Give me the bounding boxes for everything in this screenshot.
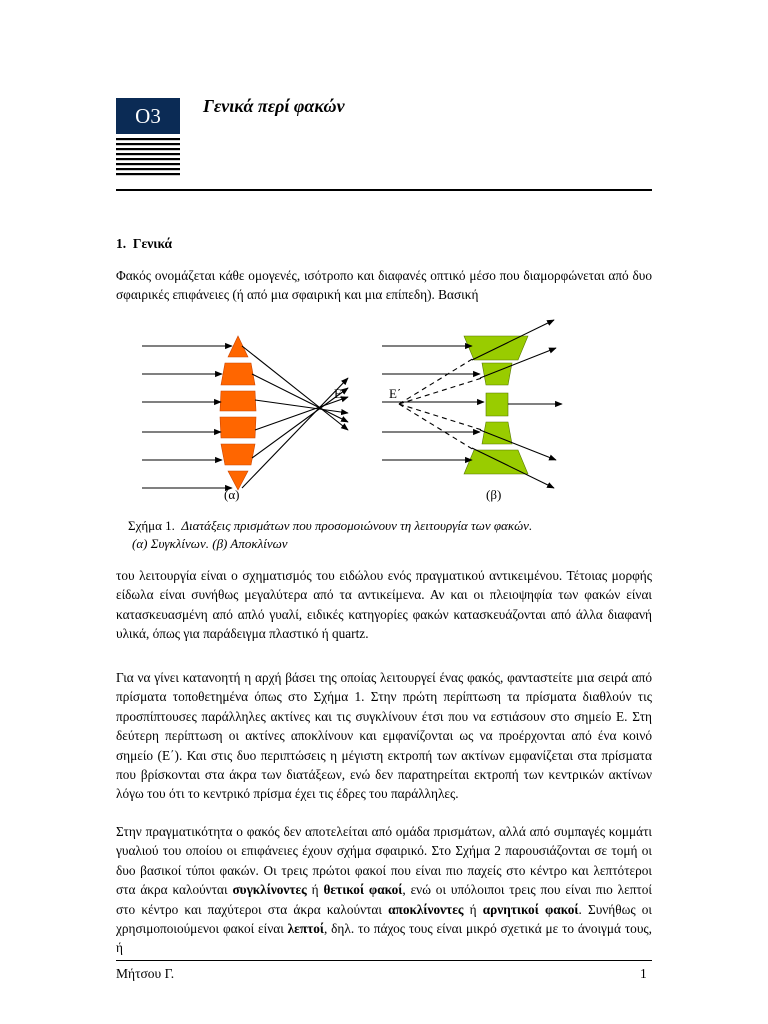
diverging-virtual-rays xyxy=(399,358,482,450)
section-heading xyxy=(116,236,172,252)
paragraph-lens-types xyxy=(116,822,652,958)
figure-caption xyxy=(128,517,648,553)
caption-number: Σχήμα 1. xyxy=(128,518,175,533)
text-run: ή xyxy=(306,882,324,898)
figure-label-a: (α) xyxy=(224,487,240,502)
caption-subtext: (α) Συγκλίνων. (β) Αποκλίνων xyxy=(132,536,288,551)
focus-label-diverging: Ε΄ xyxy=(389,386,402,401)
section-number: 1. xyxy=(116,236,127,251)
term-negative-lenses: αρνητικοί φακοί xyxy=(482,901,579,917)
footer-author: Μήτσου Γ. xyxy=(116,966,175,981)
header-stripes-decoration xyxy=(116,134,180,176)
term-diverging: αποκλίνοντες xyxy=(388,901,464,917)
term-thin: λεπτοί xyxy=(287,921,325,937)
diverging-prism-stack xyxy=(464,336,528,474)
text-run: . Συνήθως οι χρησιμοποιούμενοι φακοί είναι xyxy=(116,901,653,937)
converging-prism-stack xyxy=(220,336,256,490)
text-run: , δηλ. το πάχος τους είναι μικρό σχετικά με το άνοιγμά τους, ή xyxy=(116,921,652,956)
intro-paragraph: Φακός ονομάζεται κάθε ομογενές, ισότροπο και διαφανές οπτικό μέσο που διαμορφώνεται από δυο σφαιρικές επιφάνειες (ή από μια σφαιρική και μια επίπεδη). Βασική xyxy=(116,268,652,303)
figure-lens-prisms xyxy=(116,312,652,512)
chapter-title: Γενικά περί φακών xyxy=(203,96,345,116)
section-title: Γενικά xyxy=(132,236,173,251)
text-run: , ενώ οι υπόλοιποι τρεις που είναι πιο λεπτοί στο κέντρο και παχύτεροι στα άκρα καλούνται xyxy=(116,882,652,917)
footer-divider xyxy=(116,960,652,961)
text-run: Στην πραγματικότητα ο φακός δεν αποτελείται από ομάδα πρισμάτων, αλλά από συμπαγές κομμάτι γυαλιού του οποίου οι επιφάνειες έχουν σχήμα σφαιρικό. Στο Σχήμα 2 παρουσιάζονται σε τομή οι δυο βασικοί τύποι φακών. Οι τρεις πρώτοι φακοί που είναι πιο παχείς στο κέντρο και λεπτότεροι στα άκρα καλούνται xyxy=(116,824,652,898)
figure-label-b: (β) xyxy=(486,487,502,502)
caption-text: Διατάξεις πρισμάτων που προσομοιώνουν τη λειτουργία των φακών. xyxy=(181,518,533,533)
header-divider xyxy=(116,189,652,191)
text-run: ή xyxy=(463,901,483,917)
term-positive-lenses: θετικοί φακοί xyxy=(323,882,403,898)
page-number: 1 xyxy=(640,966,647,981)
paragraph-function: του λειτουργία είναι ο σχηματισμός του ειδώλου ενός πραγματικού αντικειμένου. Τέτοιας μορφής είδωλα είναι συνήθως μεγαλύτερα από τα αντικείμενα. Αν και οι πλειοψηφία των φακών είναι κατασκευασμένη από απλό γυαλί, ειδικές κατηγορίες φακών κατασκευάζονται από άλλα διαφανή υλικά, όπως για παράδειγμα πλαστικό ή quartz. xyxy=(116,568,652,642)
paragraph-prisms: Για να γίνει κατανοητή η αρχή βάσει της οποίας λειτουργεί ένας φακός, φανταστείτε μια σειρά από πρίσματα τοποθετημένα όπως στο Σχήμα 1. Στην πρώτη περίπτωση τα πρίσματα διαθλούν τις προσπίπτουσες παράλληλες ακτίνες και τις συγκλίνουν έτσι που να εστιάσουν στο σημείο Ε. Στη δεύτερη περίπτωση οι ακτίνες αποκλίνουν και εμφανίζονται ως να προέρχονται από ένα κοινό σημείο (Ε΄). Και στις δυο περιπτώσεις η μέγιστη εκτροπή των ακτίνων εμφανίζεται στα πρίσματα που βρίσκονται στα άκρα των διατάξεων, ενώ δεν παρατηρείται εκτροπή των κεντρικών ακτίνων λόγω του ότι το κεντρικό πρίσμα έχει τις έδρες του παράλληλες. xyxy=(116,670,652,802)
term-converging: συγκλίνοντες xyxy=(232,882,307,898)
chapter-code-badge: Ο3 xyxy=(116,98,180,134)
focus-label-converging: Ε xyxy=(334,386,342,401)
